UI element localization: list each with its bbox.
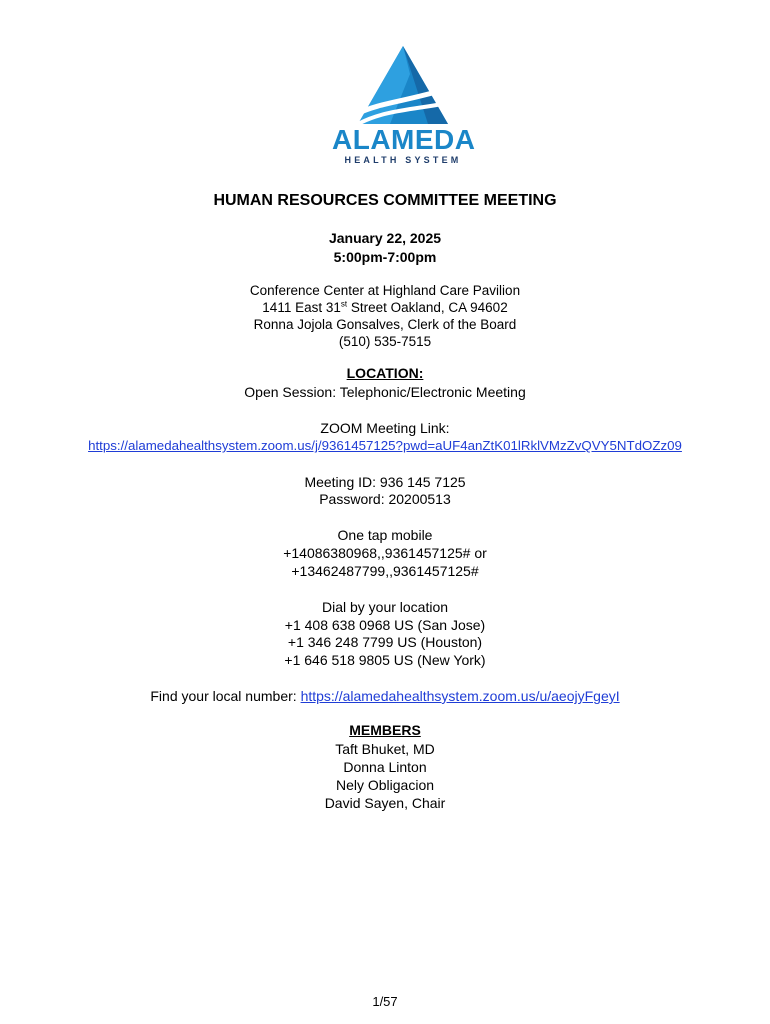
member-name: Taft Bhuket, MD [335,741,435,757]
local-number-link[interactable]: https://alamedahealthsystem.zoom.us/u/aeojyFgeyI [300,688,620,704]
local-number-row [0,688,770,704]
meeting-date: January 22, 2025 [328,230,442,246]
logo-subtitle: HEALTH SYSTEM [344,155,462,165]
members-heading: MEMBERS [349,722,421,738]
one-tap-number: +14086380968,,9361457125# or [283,545,487,561]
member-name: Donna Linton [343,759,427,775]
venue-name: Conference Center at Highland Care Pavilion [249,283,521,298]
local-number-label: Find your local number: [150,688,301,704]
page-number: 1/57 [372,994,398,1009]
zoom-label: ZOOM Meeting Link: [320,420,450,436]
meeting-title: HUMAN RESOURCES COMMITTEE MEETING [213,192,557,209]
zoom-meeting-link[interactable]: https://alamedahealthsystem.zoom.us/j/9361457125?pwd=aUF4anZtK01lRklVMzZvQVY5NTdOZz09 [88,438,682,453]
one-tap-label: One tap mobile [337,527,433,543]
clerk-name: Ronna Jojola Gonsalves, Clerk of the Board [253,317,517,332]
meeting-time: 5:00pm-7:00pm [333,249,437,265]
dial-number: +1 646 518 9805 US (New York) [284,652,486,668]
meeting-id: Meeting ID: 936 145 7125 [304,474,466,490]
logo-wordmark: ALAMEDA [332,124,476,155]
meeting-password: Password: 20200513 [319,491,451,507]
alameda-health-system-logo [332,44,474,165]
logo-triangle-icon [332,44,474,124]
dial-number: +1 408 638 0968 US (San Jose) [284,617,486,633]
member-name: David Sayen, Chair [324,795,446,811]
dial-label: Dial by your location [321,599,449,615]
dial-number: +1 346 248 7799 US (Houston) [287,634,483,650]
member-name: Nely Obligacion [335,777,435,793]
venue-address: 1411 East 31st Street Oakland, CA 94602 [262,299,508,315]
one-tap-number: +13462487799,,9361457125# [291,563,479,579]
clerk-phone: (510) 535-7515 [338,334,432,349]
session-type: Open Session: Telephonic/Electronic Meeting [244,384,526,400]
location-heading: LOCATION: [346,365,424,381]
zoom-link-row [0,438,770,453]
